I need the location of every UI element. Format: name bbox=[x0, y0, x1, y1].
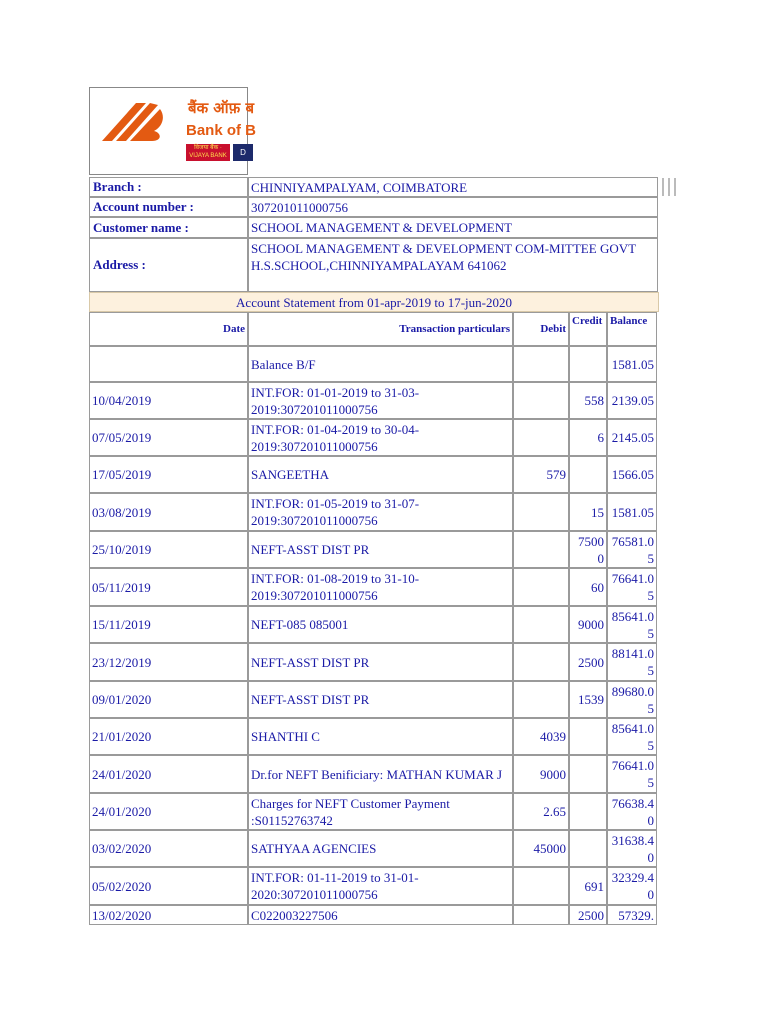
cell-debit: 9000 bbox=[513, 755, 569, 793]
cell-date: 10/04/2019 bbox=[89, 382, 248, 419]
customer-name-value: SCHOOL MANAGEMENT & DEVELOPMENT bbox=[248, 217, 658, 238]
cell-credit: 60 bbox=[569, 568, 607, 606]
cell-particulars: C022003227506 bbox=[248, 905, 513, 925]
cell-debit bbox=[513, 346, 569, 382]
cell-particulars: INT.FOR: 01-05-2019 to 31-07-2019:307201011000756 bbox=[248, 493, 513, 531]
cell-credit bbox=[569, 456, 607, 493]
cell-particulars: INT.FOR: 01-11-2019 to 31-01-2020:307201011000756 bbox=[248, 867, 513, 905]
cell-balance: 85641.05 bbox=[607, 718, 657, 755]
col-header-balance: Balance bbox=[607, 312, 657, 346]
cell-debit bbox=[513, 905, 569, 925]
scroll-artifact bbox=[662, 178, 664, 196]
scroll-artifact bbox=[674, 178, 676, 196]
cell-date: 23/12/2019 bbox=[89, 643, 248, 681]
branch-value: CHINNIYAMPALYAM, COIMBATORE bbox=[248, 177, 658, 197]
cell-balance: 76581.05 bbox=[607, 531, 657, 568]
cell-debit bbox=[513, 681, 569, 718]
cell-date: 05/11/2019 bbox=[89, 568, 248, 606]
cell-particulars: Charges for NEFT Customer Payment :S01152763742 bbox=[248, 793, 513, 830]
cell-date: 07/05/2019 bbox=[89, 419, 248, 456]
cell-date: 21/01/2020 bbox=[89, 718, 248, 755]
cell-credit: 691 bbox=[569, 867, 607, 905]
cell-balance: 1581.05 bbox=[607, 346, 657, 382]
cell-particulars: NEFT-085 085001 bbox=[248, 606, 513, 643]
cell-credit: 9000 bbox=[569, 606, 607, 643]
dena-badge: D bbox=[233, 144, 253, 161]
cell-debit: 45000 bbox=[513, 830, 569, 867]
cell-credit: 2500 bbox=[569, 643, 607, 681]
bank-logo bbox=[89, 87, 257, 175]
account-number-label: Account number : bbox=[89, 197, 248, 217]
cell-credit bbox=[569, 755, 607, 793]
cell-date: 05/02/2020 bbox=[89, 867, 248, 905]
cell-particulars: NEFT-ASST DIST PR bbox=[248, 531, 513, 568]
cell-debit: 4039 bbox=[513, 718, 569, 755]
cell-credit bbox=[569, 793, 607, 830]
cell-date bbox=[89, 346, 248, 382]
cell-credit bbox=[569, 830, 607, 867]
cell-particulars: INT.FOR: 01-08-2019 to 31-10-2019:307201011000756 bbox=[248, 568, 513, 606]
cell-debit bbox=[513, 419, 569, 456]
cell-date: 17/05/2019 bbox=[89, 456, 248, 493]
cell-balance: 88141.05 bbox=[607, 643, 657, 681]
cell-date: 13/02/2020 bbox=[89, 905, 248, 925]
cell-debit bbox=[513, 643, 569, 681]
cell-balance: 76641.05 bbox=[607, 755, 657, 793]
address-value: SCHOOL MANAGEMENT & DEVELOPMENT COM-MITTEE GOVT H.S.SCHOOL,CHINNIYAMPALAYAM 641062 bbox=[248, 238, 658, 292]
cell-particulars: SANGEETHA bbox=[248, 456, 513, 493]
cell-balance: 31638.40 bbox=[607, 830, 657, 867]
cell-credit: 75000 bbox=[569, 531, 607, 568]
cell-particulars: INT.FOR: 01-01-2019 to 31-03-2019:307201011000756 bbox=[248, 382, 513, 419]
cell-debit: 579 bbox=[513, 456, 569, 493]
cell-balance: 32329.40 bbox=[607, 867, 657, 905]
account-number-value: 307201011000756 bbox=[248, 197, 658, 217]
cell-credit: 6 bbox=[569, 419, 607, 456]
cell-credit: 1539 bbox=[569, 681, 607, 718]
scroll-artifact bbox=[668, 178, 670, 196]
cell-date: 15/11/2019 bbox=[89, 606, 248, 643]
cell-balance: 2139.05 bbox=[607, 382, 657, 419]
customer-name-label: Customer name : bbox=[89, 217, 248, 238]
cell-balance: 1566.05 bbox=[607, 456, 657, 493]
cell-particulars: Balance B/F bbox=[248, 346, 513, 382]
cell-balance: 2145.05 bbox=[607, 419, 657, 456]
cell-particulars: Dr.for NEFT Benificiary: MATHAN KUMAR J bbox=[248, 755, 513, 793]
cell-balance: 57329. bbox=[607, 905, 657, 925]
bank-logo-mark-icon bbox=[96, 97, 166, 147]
col-header-debit: Debit bbox=[513, 312, 569, 346]
cell-debit bbox=[513, 606, 569, 643]
address-label: Address : bbox=[89, 238, 248, 292]
bank-name-hindi: बैंक ऑफ़ ब bbox=[188, 99, 255, 117]
cell-date: 03/02/2020 bbox=[89, 830, 248, 867]
statement-title: Account Statement from 01-apr-2019 to 17-jun-2020 bbox=[89, 292, 659, 312]
cell-credit: 15 bbox=[569, 493, 607, 531]
cell-date: 03/08/2019 bbox=[89, 493, 248, 531]
cell-balance: 89680.05 bbox=[607, 681, 657, 718]
cell-credit bbox=[569, 346, 607, 382]
cell-particulars: SHANTHI C bbox=[248, 718, 513, 755]
cell-date: 09/01/2020 bbox=[89, 681, 248, 718]
cell-balance: 76638.40 bbox=[607, 793, 657, 830]
cell-particulars: NEFT-ASST DIST PR bbox=[248, 681, 513, 718]
cell-balance: 85641.05 bbox=[607, 606, 657, 643]
vijaya-badge: विजया बैंक · VIJAYA BANK bbox=[186, 144, 230, 161]
branch-label: Branch : bbox=[89, 177, 248, 197]
cell-debit bbox=[513, 867, 569, 905]
cell-debit bbox=[513, 568, 569, 606]
cell-particulars: INT.FOR: 01-04-2019 to 30-04-2019:307201011000756 bbox=[248, 419, 513, 456]
cell-debit bbox=[513, 531, 569, 568]
cell-debit bbox=[513, 382, 569, 419]
cell-date: 24/01/2020 bbox=[89, 755, 248, 793]
cell-credit bbox=[569, 718, 607, 755]
cell-debit bbox=[513, 493, 569, 531]
col-header-credit: Credit bbox=[569, 312, 607, 346]
col-header-particulars: Transaction particulars bbox=[248, 312, 513, 346]
cell-date: 25/10/2019 bbox=[89, 531, 248, 568]
cell-credit: 2500 bbox=[569, 905, 607, 925]
cell-balance: 76641.05 bbox=[607, 568, 657, 606]
cell-debit: 2.65 bbox=[513, 793, 569, 830]
cell-particulars: SATHYAA AGENCIES bbox=[248, 830, 513, 867]
cell-balance: 1581.05 bbox=[607, 493, 657, 531]
cell-credit: 558 bbox=[569, 382, 607, 419]
cell-particulars: NEFT-ASST DIST PR bbox=[248, 643, 513, 681]
col-header-date: Date bbox=[89, 312, 248, 346]
bank-name-english: Bank of B bbox=[186, 122, 257, 139]
cell-date: 24/01/2020 bbox=[89, 793, 248, 830]
